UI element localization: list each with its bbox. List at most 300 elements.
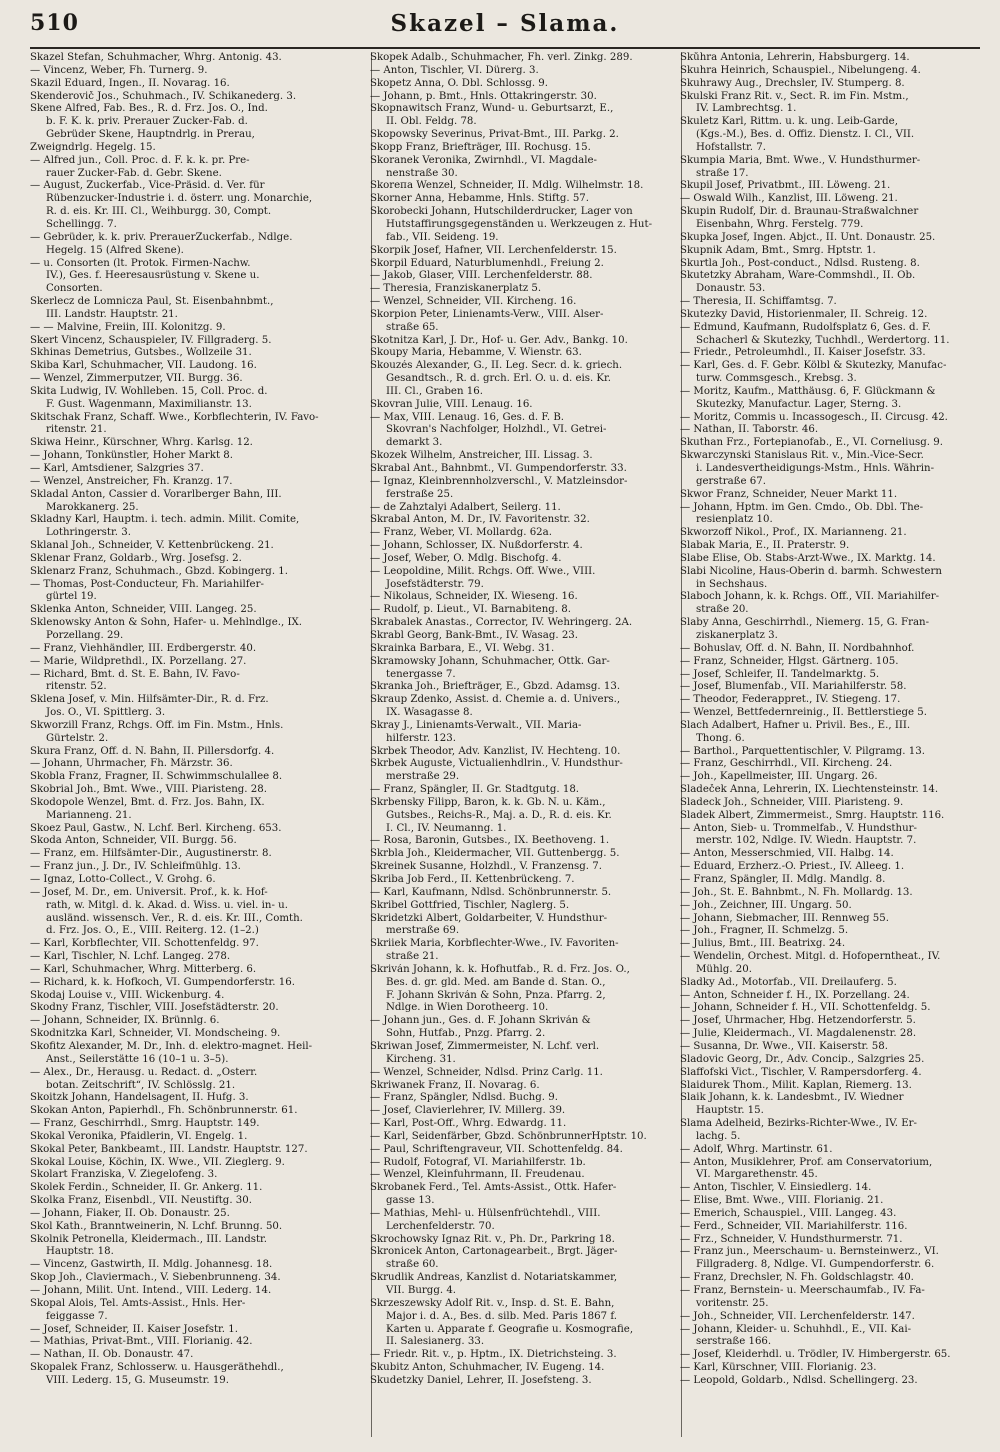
directory-entry: — Karl, Korbflechter, VII. Schottenfeldg. 97. bbox=[30, 938, 259, 950]
directory-entry: ritenstr. 21. bbox=[46, 424, 107, 436]
directory-entry: ritenstr. 52. bbox=[46, 681, 107, 693]
directory-entry: straße 65. bbox=[386, 321, 439, 333]
directory-entry: VII. Burgg. 4. bbox=[386, 1285, 457, 1296]
directory-entry: F. Gust. Wagenmann, Maximilianstr. 13. bbox=[46, 398, 252, 410]
directory-entry: (Kgs.-M.), Bes. d. Offiz. Dienstz. I. Cl., VII. bbox=[696, 129, 915, 141]
directory-entry: Skuhrawy Aug., Drechsler, IV. Stumperg. 8. bbox=[680, 77, 905, 89]
directory-entry: gasse 13. bbox=[386, 1195, 435, 1207]
directory-entry: fab., VII. Seideng. 19. bbox=[386, 231, 499, 243]
directory-entry: — Franz, Bernstein- u. Meerschaumfab., IV. Fa- bbox=[680, 1285, 925, 1296]
directory-entry: Skribel Gottfried, Tischler, Naglerg. 5. bbox=[370, 899, 570, 911]
directory-entry: Skopal Alois, Tel. Amts-Assist., Hnls. Her- bbox=[30, 1297, 246, 1309]
directory-entry: Kircheng. 31. bbox=[386, 1053, 456, 1065]
directory-entry: Skrabalek Anastas., Corrector, IV. Wehringerg. 2A. bbox=[370, 617, 633, 629]
directory-entry: Slama Adelheid, Bezirks-Richter-Wwe., IV. Er- bbox=[680, 1118, 917, 1130]
directory-entry: Skrzeszewsky Adolf Rit. v., Insp. d. St. E. Bahn, bbox=[370, 1297, 615, 1309]
directory-entry: — Frz., Schneider, V. Hundsthurmerstr. 71. bbox=[680, 1233, 903, 1245]
directory-entry: ausländ. wissensch. Ver., R. d. eis. Kr. III., Comth. bbox=[46, 912, 303, 924]
directory-entry: Skubitz Anton, Schuhmacher, IV. Eugeng. 14. bbox=[370, 1362, 605, 1374]
directory-entry: Skokal Peter, Bankbeamt., III. Landstr. Hauptstr. 127. bbox=[30, 1143, 308, 1155]
directory-entry: — Franz jun., J. Dr., IV. Schleifmühlg. 13. bbox=[30, 861, 241, 873]
directory-entry: — Karl, Seidenfärber, Gbzd. SchönbrunnerHptstr. 10. bbox=[370, 1130, 647, 1142]
directory-entry: — Johann, Uhrmacher, Fh. Märzstr. 36. bbox=[30, 758, 233, 770]
directory-entry: Sladeck Joh., Schneider, VIII. Piaristeng. 9. bbox=[680, 796, 904, 808]
directory-entry: IV.), Ges. f. Heeresausrüstung v. Skene u. bbox=[46, 270, 260, 282]
directory-entry: Skworzoff Nikol., Prof., IX. Marianneng. 21. bbox=[680, 527, 907, 539]
directory-entry: Hofstallstr. 7. bbox=[696, 141, 766, 153]
directory-entry: Skopalek Franz, Schlosserw. u. Hausgeräthehdl., bbox=[30, 1362, 284, 1374]
directory-entry: Skene Alfred, Fab. Bes., R. d. Frz. Jos. O., Ind. bbox=[30, 103, 268, 115]
directory-entry: Skop Joh., Claviermach., V. Siebenbrunneng. 34. bbox=[30, 1272, 281, 1284]
directory-entry: Sklenowsky Anton & Sohn, Hafer- u. Mehlndlge., IX. bbox=[30, 617, 302, 629]
directory-entry: — Richard, Bmt. d. St. E. Bahn, IV. Favo- bbox=[30, 668, 240, 680]
directory-entry: Skupnik Adam, Bmt., Smrg. Hptstr. 1. bbox=[680, 244, 876, 256]
directory-entry: Skol Kath., Branntweinerin, N. Lchf. Brunng. 50. bbox=[30, 1220, 283, 1232]
directory-entry: Skudetzky Daniel, Lehrer, II. Josefsteng. 3. bbox=[370, 1374, 592, 1386]
directory-entry: Anst., Seilerstätte 16 (10–1 u. 3–5). bbox=[46, 1053, 229, 1065]
directory-entry: R. d. eis. Kr. III. Cl., Weihburgg. 30, Compt. bbox=[46, 206, 272, 218]
directory-entry: — Mathias, Privat-Bmt., VIII. Florianig. 42. bbox=[30, 1336, 253, 1348]
directory-entry: — Karl, Post-Off., Whrg. Edwardg. 11. bbox=[370, 1118, 567, 1130]
directory-entry: Marianneng. 21. bbox=[46, 809, 132, 821]
directory-entry: Skrudlik Andreas, Kanzlist d. Notariatskammer, bbox=[370, 1272, 618, 1284]
directory-entry: b. F. K. k. priv. Prerauer Zucker-Fab. d. bbox=[46, 116, 248, 128]
directory-entry: straße 21. bbox=[386, 951, 439, 963]
directory-entry: — Joh., St. E. Bahnbmt., N. Fh. Mollardg. 13. bbox=[680, 886, 913, 898]
directory-entry: Skridetzki Albert, Goldarbeiter, V. Hundsthur- bbox=[370, 912, 608, 924]
directory-entry: straße 17. bbox=[696, 167, 749, 179]
directory-entry: — Rudolf, Fotograf, VI. Mariahilferstr. 1b. bbox=[370, 1156, 586, 1168]
directory-entry: — Karl, Schuhmacher, Whrg. Mitterberg. 6. bbox=[30, 963, 257, 975]
directory-entry: Skupka Josef, Ingen. Abjct., II. Unt. Donaustr. 25. bbox=[680, 231, 936, 243]
directory-entry: Skůhra Antonia, Lehrerin, Habsburgerg. 14. bbox=[680, 52, 910, 63]
directory-entry: — Josef, Schneider, II. Kaiser Josefstr. 1. bbox=[30, 1323, 238, 1335]
directory-entry: Skokal Veronika, Pfaidlerin, VI. Engelg. 1. bbox=[30, 1130, 248, 1142]
directory-entry: IX. Wasagasse 8. bbox=[386, 707, 473, 719]
directory-entry: — Susanna, Dr. Wwe., VII. Kaiserstr. 58. bbox=[680, 1040, 888, 1052]
directory-entry: Skrochowsky Ignaz Rit. v., Ph. Dr., Parkring 18. bbox=[370, 1233, 615, 1245]
directory-entry: Thong. 6. bbox=[696, 732, 745, 744]
directory-entry: — Karl, Ges. d. F. Gebr. Kölbl & Skutezky, Manufac- bbox=[680, 360, 947, 372]
directory-entry: VIII. Lederg. 15, G. Museumstr. 19. bbox=[46, 1374, 230, 1386]
directory-entry: — Johann, Schlosser, IX. Nußdorferstr. 4. bbox=[370, 540, 583, 552]
directory-entry: Sklena Josef, v. Min. Hilfsämter-Dir., R. d. Frz. bbox=[30, 694, 269, 706]
directory-entry: — Vincenz, Gastwirth, II. Mdlg. Johannesg. 18. bbox=[30, 1259, 273, 1271]
directory-entry: — Karl, Kürschner, VIII. Florianig. 23. bbox=[680, 1362, 877, 1374]
directory-entry: Josefstädterstr. 79. bbox=[386, 578, 484, 590]
directory-entry: — Karl, Amtsdiener, Salzgries 37. bbox=[30, 463, 204, 474]
directory-entry: — Marie, Wildprethdl., IX. Porzellang. 27. bbox=[30, 655, 247, 667]
directory-entry: — Rosa, Baronin, Gutsbes., IX. Beethoveng. 1. bbox=[370, 835, 610, 847]
directory-entry: Sladky Ad., Motorfab., VII. Dreilauferg. 5. bbox=[680, 976, 897, 988]
directory-entry: — Anton, Sieb- u. Trommelfab., V. Hundsthur- bbox=[680, 822, 917, 834]
directory-entry: — Franz, Drechsler, N. Fh. Goldschlagstr. 40. bbox=[680, 1272, 914, 1284]
directory-entry: Skupin Rudolf, Dir. d. Braunau-Straßwalchner bbox=[680, 206, 919, 218]
directory-entry: Sladovic Georg, Dr., Adv. Concip., Salzgries 25. bbox=[680, 1053, 925, 1065]
directory-entry: — Johann, Kleider- u. Schuhhdl., E., VII. Kai- bbox=[680, 1323, 912, 1335]
directory-entry: Slabe Elise, Ob. Stabs-Arzt-Wwe., IX. Marktg. 14. bbox=[680, 552, 936, 564]
directory-entry: d. Frz. Jos. O., E., VIII. Reiterg. 12. (1–2.) bbox=[46, 925, 259, 937]
directory-entry: — Max, VIII. Lenaug. 16, Ges. d. F. B. bbox=[370, 411, 565, 423]
directory-entry: Skumpia Maria, Bmt. Wwe., V. Hundsthurmer- bbox=[680, 154, 921, 166]
directory-entry: Skramowsky Johann, Schuhmacher, Ottk. Gar- bbox=[370, 655, 610, 667]
directory-entry: gürtel 19. bbox=[46, 591, 97, 603]
directory-entry: Gutsbes., Reichs-R., Maj. a. D., R. d. eis. Kr. bbox=[386, 809, 612, 821]
directory-entry: Skutetzky Abraham, Ware-Commshdl., II. Ob. bbox=[680, 270, 916, 282]
directory-entry: — — Malvine, Freiin, III. Kolonitzg. 9. bbox=[30, 321, 226, 333]
directory-entry: — Barthol., Parquettentischler, V. Pilgramg. 13. bbox=[680, 745, 925, 757]
directory-entry: — de Zahztalyi Adalbert, Seilerg. 11. bbox=[370, 501, 561, 513]
directory-entry: — Ignaz, Kleinbrennholzverschl., V. Matzleinsdor- bbox=[370, 475, 628, 487]
column-2 bbox=[370, 52, 676, 1437]
directory-entry: Skulski Franz Rit. v., Sect. R. im Fin. Mstm., bbox=[680, 90, 909, 102]
directory-entry: Skrbek Auguste, Victualienhdlrin., V. Hundsthur- bbox=[370, 758, 623, 770]
directory-entry: — Johann, Schneider, IX. Brünnlg. 6. bbox=[30, 1015, 220, 1027]
directory-entry: Skrobanek Ferd., Tel. Amts-Assist., Ottk. Hafer- bbox=[370, 1182, 617, 1194]
directory-entry: Karten u. Apparate f. Geografie u. Kosmografie, bbox=[386, 1323, 634, 1335]
directory-entry: Skolek Ferdin., Schneider, II. Gr. Ankerg. 11. bbox=[30, 1182, 263, 1194]
directory-entry: Skopnawitsch Franz, Wund- u. Geburtsarzt, E., bbox=[370, 103, 614, 115]
directory-entry: Skopetz Anna, O. Dbl. Schlossg. 9. bbox=[370, 77, 549, 89]
directory-entry: Skreinek Susanne, Holzhdl., V. Franzensg. 7. bbox=[370, 861, 603, 873]
directory-entry: Hauptstr. 15. bbox=[696, 1105, 764, 1117]
directory-entry: Slaik Johann, k. k. Landesbmt., IV. Wiedner bbox=[680, 1092, 904, 1104]
directory-entry: — Wenzel, Kleinfuhrmann, II. Freudenau. bbox=[370, 1169, 585, 1181]
directory-entry: — Josef, Weber, O. Mdlg. Bischofg. 4. bbox=[370, 552, 562, 564]
column-3 bbox=[680, 52, 980, 1437]
directory-entry: Skerlecz de Lomnicza Paul, St. Eisenbahnbmt., bbox=[30, 296, 274, 308]
directory-entry: Skrabal Anton, M. Dr., IV. Favoritenstr. 32. bbox=[370, 514, 590, 526]
directory-entry: merstraße 29. bbox=[386, 771, 460, 783]
directory-entry: ziskanerplatz 3. bbox=[696, 629, 778, 641]
directory-entry: — Anton, Tischler, VI. Dürerg. 3. bbox=[370, 64, 539, 76]
directory-entry: Rübenzucker-Industrie i. d. österr. ung. Monarchie, bbox=[46, 193, 313, 205]
directory-entry: serstraße 166. bbox=[696, 1336, 772, 1348]
directory-entry: Sklenarz Franz, Schuhmach., Gbzd. Kobingerg. 1. bbox=[30, 565, 289, 577]
directory-entry: — Richard, k. k. Hofkoch, VI. Gumpendorferstr. 16. bbox=[30, 976, 295, 988]
directory-entry: resienplatz 10. bbox=[696, 514, 773, 526]
directory-entry: Skronicek Anton, Cartonagearbeit., Brgt. Jäger- bbox=[370, 1246, 618, 1258]
page-header bbox=[30, 10, 980, 46]
directory-entry: Skazel Stefan, Schuhmacher, Whrg. Antonig. 43. bbox=[30, 52, 282, 63]
directory-entry: Skrabal Ant., Bahnbmt., VI. Gumpendorferstr. 33. bbox=[370, 463, 627, 474]
directory-entry: — Ignaz, Lotto-Collect., V. Grohg. 6. bbox=[30, 874, 216, 885]
directory-entry: — Jakob, Glaser, VIII. Lerchenfelderstr. 88. bbox=[370, 270, 593, 282]
directory-entry: Skurtla Joh., Post-conduct., Ndlsd. Rusteng. 8. bbox=[680, 257, 920, 269]
directory-entry: Skopp Franz, Briefträger, III. Rochusg. 15. bbox=[370, 141, 591, 153]
directory-entry: — Wenzel, Schneider, VII. Kircheng. 16. bbox=[370, 296, 577, 308]
directory-entry: I. Cl., IV. Neumanng. 1. bbox=[386, 822, 507, 834]
directory-entry: — Elise, Bmt. Wwe., VIII. Florianig. 21. bbox=[680, 1195, 884, 1207]
directory-entry: straße 20. bbox=[696, 604, 749, 616]
directory-entry: — Franz, Geschirrhdl., VII. Kircheng. 24. bbox=[680, 758, 893, 770]
directory-entry: — Leopold, Goldarb., Ndlsd. Schellingerg. 23. bbox=[680, 1374, 918, 1386]
directory-entry: — Josef, Schleifer, II. Tandelmarktg. 5. bbox=[680, 668, 880, 680]
directory-entry: — Josef, Uhrmacher, Hbg. Hetzendorferstr. 5. bbox=[680, 1015, 916, 1027]
directory-entry: III. Landstr. Hauptstr. 21. bbox=[46, 308, 178, 320]
directory-entry: Skorpion Peter, Linienamts-Verw., VIII. Alser- bbox=[370, 308, 604, 320]
directory-entry: — Franz, Spängler, II. Gr. Stadtgutg. 18. bbox=[370, 784, 580, 796]
directory-entry: turw. Commsgesch., Krebsg. 3. bbox=[696, 373, 857, 385]
directory-entry: — Johann jun., Ges. d. F. Johann Skriván & bbox=[370, 1015, 591, 1027]
directory-entry: — Wenzel, Bettfedernreinig., II. Bettlerstiege 5. bbox=[680, 707, 927, 719]
directory-entry: Slaboch Johann, k. k. Rchgs. Off., VII. Mariahilfer- bbox=[680, 591, 940, 603]
directory-entry: — Franz, Weber, VI. Mollardg. 62a. bbox=[370, 527, 552, 539]
directory-entry: gerstraße 67. bbox=[696, 475, 766, 487]
directory-entry: Skladny Karl, Hauptm. i. tech. admin. Milit. Comite, bbox=[30, 514, 300, 526]
directory-entry: Hutstaffirungsgegenständen u. Werkzeugen z. Hut- bbox=[386, 218, 653, 230]
directory-entry: Skita Ludwig, IV. Wohlleben. 15, Coll. Proc. d. bbox=[30, 385, 268, 397]
directory-entry: Gürtelstr. 2. bbox=[46, 732, 109, 744]
directory-entry: III. Cl., Graben 16. bbox=[386, 385, 483, 397]
directory-entry: II. Obl. Feldg. 78. bbox=[386, 116, 477, 128]
directory-entry: — Johann, Milit. Unt. Intend., VIII. Lederg. 14. bbox=[30, 1285, 272, 1296]
directory-entry: Skrbek Theodor, Adv. Kanzlist, IV. Hechteng. 10. bbox=[370, 745, 621, 757]
directory-entry: botan. Zeitschrift“, IV. Schlösslg. 21. bbox=[46, 1079, 236, 1091]
directory-entry: Donaustr. 53. bbox=[696, 283, 766, 295]
directory-entry: Skovran Julie, VIII. Lenaug. 16. bbox=[370, 398, 533, 410]
directory-entry: — Leopoldine, Milit. Rchgs. Off. Wwe., VIII. bbox=[370, 565, 596, 577]
directory-entry: — Johann, Tonkünstler, Hoher Markt 8. bbox=[30, 450, 234, 462]
directory-entry: — Wenzel, Zimmerputzer, VII. Burgg. 36. bbox=[30, 373, 243, 385]
directory-entry: Skladal Anton, Cassier d. Vorarlberger Bahn, III. bbox=[30, 488, 282, 500]
directory-entry: Lothringerstr. 3. bbox=[46, 527, 131, 539]
directory-entry: — Anton, Tischler, V. Einsiedlerg. 14. bbox=[680, 1182, 872, 1194]
directory-entry: Skenderovič Jos., Schuhmach., IV. Schikanederg. 3. bbox=[30, 90, 297, 102]
directory-entry: Skodny Franz, Tischler, VIII. Josefstädterstr. 20. bbox=[30, 1002, 279, 1014]
directory-entry: Ndlge. in Wien Dorotheerg. 10. bbox=[386, 1002, 549, 1014]
directory-entry: — Julie, Kleidermach., VI. Magdalenenstr. 28. bbox=[680, 1028, 917, 1040]
directory-entry: Skiba Karl, Schuhmacher, VII. Laudong. 16. bbox=[30, 360, 257, 372]
directory-entry: — Joh., Schneider, VII. Lerchenfelderstr. 147. bbox=[680, 1310, 915, 1322]
directory-entry: — Alex., Dr., Herausg. u. Redact. d. „Österr. bbox=[30, 1066, 258, 1078]
directory-entry: — Wenzel, Anstreicher, Fh. Kranzg. 17. bbox=[30, 475, 233, 487]
directory-entry: Hauptstr. 18. bbox=[46, 1246, 114, 1258]
directory-entry: Gesandtsch., R. d. grch. Erl. O. u. d. eis. Kr. bbox=[386, 373, 612, 385]
directory-entry: Skriwanek Franz, II. Novarag. 6. bbox=[370, 1079, 540, 1091]
directory-entry: Slaffofski Vict., Tischler, V. Rampersdorferg. 4. bbox=[680, 1066, 922, 1078]
directory-entry: — Wenzel, Schneider, Ndlsd. Prinz Carlg. 11. bbox=[370, 1066, 603, 1078]
directory-entry: Fillgraderg. 8, Ndlge. VI. Gumpendorferstr. 6. bbox=[696, 1259, 935, 1271]
directory-entry: — Friedr. Rit. v., p. Hptm., IX. Dietrichsteing. 3. bbox=[370, 1349, 617, 1361]
directory-entry: — Edmund, Kaufmann, Rudolfsplatz 6, Ges. d. F. bbox=[680, 321, 931, 333]
directory-entry: — Franz, em. Hilfsämter-Dir., Augustinerstr. 8. bbox=[30, 848, 272, 860]
directory-entry: Skuletz Karl, Rittm. u. k. ung. Leib-Garde, bbox=[680, 116, 898, 128]
directory-entry: — Johann, Siebmacher, III. Rennweg 55. bbox=[680, 912, 890, 924]
directory-entry: Skhinas Demetrius, Gutsbes., Wollzeile 31. bbox=[30, 347, 252, 359]
directory-entry: Sklenka Anton, Schneider, VIII. Langeg. 25. bbox=[30, 604, 257, 616]
directory-entry: Skrbensky Filipp, Baron, k. k. Gb. N. u. Käm., bbox=[370, 796, 606, 808]
directory-entry: — Theresia, Franziskanerplatz 5. bbox=[370, 283, 542, 295]
directory-entry: — Theodor, Federappret., IV. Stiegeng. 17. bbox=[680, 694, 901, 706]
directory-entry: Skranka Joh., Briefträger, E., Gbzd. Adamsg. 13. bbox=[370, 681, 621, 693]
directory-entry: Skuthan Frz., Fortepianofab., E., VI. Corneliusg. 9. bbox=[680, 437, 943, 449]
directory-entry: Sohn, Hutfab., Pnzg. Pfarrg. 2. bbox=[386, 1028, 546, 1040]
directory-entry: Skuhra Heinrich, Schauspiel., Nibelungeng. 4. bbox=[680, 64, 921, 76]
directory-entry: II. Salesianerg. 33. bbox=[386, 1336, 485, 1348]
directory-entry: Skolart Franziska, V. Ziegelofeng. 3. bbox=[30, 1169, 218, 1181]
directory-entry: — Moritz, Commis u. Incassogesch., II. Circusg. 42. bbox=[680, 411, 948, 423]
directory-entry: Skoreпa Wenzel, Schneider, II. Mdlg. Wilhelmstr. 18. bbox=[370, 180, 644, 192]
directory-entry: Skodnitzka Karl, Schneider, VI. Mondscheing. 9. bbox=[30, 1028, 281, 1040]
directory-entry: VI. Margarethenstr. 45. bbox=[696, 1169, 818, 1181]
directory-entry: Skrabl Georg, Bank-Bmt., IV. Wasag. 23. bbox=[370, 629, 579, 641]
directory-entry: — Johann, p. Bmt., Hnls. Ottakringerstr. 30. bbox=[370, 90, 597, 102]
directory-entry: Slaby Anna, Geschirrhdl., Niemerg. 15, G. Fran- bbox=[680, 617, 930, 629]
directory-entry: Skolka Franz, Eisenbdl., VII. Neustiftg. 30. bbox=[30, 1195, 253, 1207]
directory-entry: — Emerich, Schauspiel., VIII. Langeg. 43. bbox=[680, 1207, 897, 1219]
directory-entry: Hegelg. 15 (Alfred Skene). bbox=[46, 244, 184, 256]
directory-entry: — Franz jun., Meerschaum- u. Bernsteinwerz., VI. bbox=[680, 1246, 939, 1258]
directory-entry: Skotnitza Karl, J. Dr., Hof- u. Ger. Adv., Bankg. 10. bbox=[370, 334, 628, 346]
directory-entry: Skazil Eduard, Ingen., II. Novarag. 16. bbox=[30, 77, 230, 89]
directory-entry: Jos. O., VI. Spittlerg. 3. bbox=[46, 707, 166, 719]
directory-entry: Skriwan Josef, Zimmermeister, N. Lchf. verl. bbox=[370, 1040, 600, 1052]
directory-entry: Skwarczynski Stanislaus Rit. v., Min.-Vice-Secr. bbox=[680, 450, 924, 462]
directory-entry: hilferstr. 123. bbox=[386, 732, 456, 744]
directory-entry: Skiwa Heinr., Kürschner, Whrg. Karlsg. 12. bbox=[30, 437, 253, 449]
directory-entry: demarkt 3. bbox=[386, 437, 443, 449]
directory-entry: — Franz, Schneider, Hlgst. Gärtnerg. 105. bbox=[680, 655, 899, 667]
directory-entry: Skorpil Eduard, Naturblumenhdl., Freiung 2. bbox=[370, 257, 604, 269]
directory-entry: nenstraße 30. bbox=[386, 167, 458, 179]
directory-entry: Skriván Johann, k. k. Hofhutfab., R. d. Frz. Jos. O., bbox=[370, 963, 630, 975]
directory-entry: Skorobecki Johann, Hutschilderdrucker, Lager von bbox=[370, 206, 633, 218]
directory-entry: Marokkanerg. 25. bbox=[46, 501, 139, 513]
directory-entry: Skozek Wilhelm, Anstreicher, III. Lissag. 3. bbox=[370, 450, 593, 462]
directory-entry: Skriba Job Ferd., II. Kettenbrückeng. 7. bbox=[370, 874, 575, 885]
directory-entry: — Oswald Wilh., Kanzlist, III. Löweng. 21. bbox=[680, 193, 898, 205]
directory-entry: Skofitz Alexander, M. Dr., Inh. d. elektro-magnet. Heil- bbox=[30, 1040, 313, 1052]
directory-entry: — Anton, Messerschmied, VII. Halbg. 14. bbox=[680, 848, 894, 860]
directory-entry: Skorpik Josef, Hafner, VII. Lerchenfelderstr. 15. bbox=[370, 244, 617, 256]
directory-entry: rauer Zucker-Fab. d. Gebr. Skene. bbox=[46, 167, 222, 179]
directory-entry: — Anton, Schneider f. H., IX. Porzellang. 24. bbox=[680, 989, 910, 1001]
directory-entry: — Moritz, Kaufm., Matthäusg. 6, F. Glückmann & bbox=[680, 385, 936, 397]
directory-entry: straße 60. bbox=[386, 1259, 439, 1271]
directory-entry: — Thomas, Post-Conducteur, Fh. Mariahilfer- bbox=[30, 578, 264, 590]
directory-entry: merstraße 69. bbox=[386, 925, 460, 937]
directory-entry: — Karl, Kaufmann, Ndlsd. Schönbrunnerstr. 5. bbox=[370, 886, 612, 898]
directory-entry: Skobla Franz, Fragner, II. Schwimmschulallee 8. bbox=[30, 771, 283, 783]
directory-entry: F. Johann Skriván & Sohn, Pnza. Pfarrg. 2, bbox=[386, 989, 606, 1001]
directory-entry: Skray J., Linienamts-Verwalt., VII. Maria- bbox=[370, 719, 582, 731]
directory-entry: — Franz, Spängler, II. Mdlg. Mandlg. 8. bbox=[680, 874, 886, 885]
directory-entry: — Eduard, Erzherz.-O. Priest., IV. Alleeg. 1. bbox=[680, 861, 905, 873]
directory-entry: — Wendelin, Orchest. Mitgl. d. Hofoperntheat., IV. bbox=[680, 951, 941, 963]
directory-entry: lachg. 5. bbox=[696, 1130, 741, 1142]
directory-entry: — u. Consorten (lt. Protok. Firmen-Nachw. bbox=[30, 257, 251, 269]
running-head: Skazel – Slama. bbox=[390, 10, 620, 37]
directory-entry: Schacherl & Skutezky, Tuchhdl., Werdertorg. 11. bbox=[696, 334, 950, 346]
directory-entry: — Johann, Fiaker, II. Ob. Donaustr. 25. bbox=[30, 1207, 230, 1219]
column-1 bbox=[30, 52, 330, 1437]
directory-entry: Skoitzk Johann, Handelsagent, II. Hufg. 3. bbox=[30, 1092, 249, 1104]
directory-entry: Slaidurek Thom., Milit. Kaplan, Riemerg. 13. bbox=[680, 1079, 912, 1091]
directory-entry: tenergasse 7. bbox=[386, 668, 456, 680]
directory-entry: Skobrial Joh., Bmt. Wwe., VIII. Piaristeng. 28. bbox=[30, 784, 267, 796]
directory-entry: Consorten. bbox=[46, 283, 103, 295]
directory-entry: Skura Franz, Off. d. N. Bahn, II. Pillersdorfg. 4. bbox=[30, 745, 275, 757]
directory-entry: IV. Lambrechtsg. 1. bbox=[696, 103, 797, 115]
directory-entry: Skodopole Wenzel, Bmt. d. Frz. Jos. Bahn, IX. bbox=[30, 796, 265, 808]
directory-entry: Slach Adalbert, Hafner u. Privil. Bes., E., III. bbox=[680, 719, 911, 731]
directory-entry: Skupil Josef, Privatbmt., III. Löweng. 21. bbox=[680, 180, 891, 192]
directory-entry: Skrbla Joh., Kleidermacher, VII. Guttenbergg. 5. bbox=[370, 848, 620, 860]
directory-entry: Slabi Nicoline, Haus-Oberin d. barmh. Schwestern bbox=[680, 565, 942, 577]
directory-entry: Mühlg. 20. bbox=[696, 963, 753, 975]
directory-entry: Skoupy Maria, Hebamme, V. Wienstr. 63. bbox=[370, 347, 582, 359]
directory-entry: — Josef, Blumenfab., VII. Mariahilferstr. 58. bbox=[680, 681, 907, 693]
directory-entry: Sklanal Joh., Schneider, V. Kettenbrückeng. 21. bbox=[30, 540, 274, 552]
directory-entry: i. Landesvertheidigungs-Mstm., Hnls. Währin- bbox=[696, 463, 935, 474]
directory-entry: — Johann, Schneider f. H., VII. Schottenfeldg. 5. bbox=[680, 1002, 931, 1014]
directory-entry: Major i. d. A., Bes. d. silb. Med. Paris 1867 f. bbox=[386, 1310, 618, 1322]
directory-entry: Skopowsky Severinus, Privat-Bmt., III. Parkg. 2. bbox=[370, 129, 619, 141]
directory-entry: Skorner Anna, Hebamme, Hnls. Stiftg. 57. bbox=[370, 193, 590, 205]
directory-entry: Skworzill Franz, Rchgs. Off. im Fin. Mstm., Hnls. bbox=[30, 719, 284, 731]
directory-entry: Slabak Maria, E., II. Praterstr. 9. bbox=[680, 540, 850, 552]
directory-entry: — Ferd., Schneider, VII. Mariahilferstr. 116. bbox=[680, 1220, 908, 1232]
directory-entry: Skoranek Veronika, Zwirnhdl., VI. Magdale- bbox=[370, 154, 597, 166]
directory-entry: in Sechshaus. bbox=[696, 578, 768, 590]
directory-entry: — Joh., Fragner, II. Schmelzg. 5. bbox=[680, 925, 849, 937]
directory-entry: Skert Vincenz, Schauspieler, IV. Fillgraderg. 5. bbox=[30, 334, 272, 346]
directory-entry: Skodaj Louise v., VIII. Wickenburg. 4. bbox=[30, 989, 225, 1001]
directory-entry: — Joh., Zeichner, III. Ungarg. 50. bbox=[680, 899, 852, 911]
directory-entry: — Anton, Musiklehrer, Prof. am Conservatorium, bbox=[680, 1156, 933, 1168]
directory-entry: — Alfred jun., Coll. Proc. d. F. k. k. pr. Pre- bbox=[30, 154, 250, 166]
directory-entry: Skolnik Petronella, Kleidermach., III. Landstr. bbox=[30, 1233, 268, 1245]
directory-entry: Skraup Zdenko, Assist. d. Chemie a. d. Univers., bbox=[370, 694, 621, 706]
directory-entry: — Nathan, II. Taborstr. 46. bbox=[680, 424, 819, 436]
directory-entry: Skwor Franz, Schneider, Neuer Markt 11. bbox=[680, 488, 898, 500]
directory-entry: voritenstr. 25. bbox=[696, 1297, 769, 1309]
page-number: 510 bbox=[30, 10, 79, 36]
directory-entry: Skovran's Nachfolger, Holzhdl., VI. Getrei- bbox=[386, 424, 607, 436]
directory-entry: — Josef, Clavierlehrer, IV. Millerg. 39. bbox=[370, 1105, 566, 1117]
directory-entry: ferstraße 25. bbox=[386, 488, 454, 500]
directory-entry: Skokan Anton, Papierhdl., Fh. Schönbrunnerstr. 61. bbox=[30, 1105, 298, 1117]
directory-entry: — Paul, Schriftengraveur, VII. Schottenfeldg. 84. bbox=[370, 1143, 623, 1155]
directory-entry: — Friedr., Petroleumhdl., II. Kaiser Josefstr. 33. bbox=[680, 347, 926, 359]
directory-entry: — Josef, M. Dr., em. Universit. Prof., k. k. Hof- bbox=[30, 886, 268, 898]
directory-entry: rath, w. Mitgl. d. k. Akad. d. Wiss. u. viel. in- u. bbox=[46, 899, 288, 911]
directory-entry: Skriiek Maria, Korbflechter-Wwe., IV. Favoriten- bbox=[370, 938, 619, 950]
directory-entry: — Nikolaus, Schneider, IX. Wieseng. 16. bbox=[370, 591, 578, 603]
directory-entry: merstr. 102, Ndlge. IV. Wiedn. Hauptstr. 7. bbox=[696, 835, 917, 847]
directory-entry: Eisenbahn, Whrg. Ferstelg. 779. bbox=[696, 218, 864, 230]
directory-entry: Lerchenfelderstr. 70. bbox=[386, 1220, 495, 1232]
directory-entry: — Bohuslav, Off. d. N. Bahn, II. Nordbahnhof. bbox=[680, 642, 915, 654]
directory-entry: Skokal Louise, Köchin, IX. Wwe., VII. Zieglerg. 9. bbox=[30, 1156, 285, 1168]
directory-entry: Bes. d. gr. gld. Med. am Bande d. Stan. O., bbox=[386, 976, 606, 988]
directory-entry: — Vincenz, Weber, Fh. Turnerg. 9. bbox=[30, 64, 208, 76]
directory-entry: — Josef, Kleiderhdl. u. Trödler, IV. Himbergerstr. 65. bbox=[680, 1349, 951, 1361]
directory-entry: Skitschak Franz, Schaff. Wwe., Korbflechterin, IV. Favo- bbox=[30, 411, 319, 423]
directory-entry: — Theresia, II. Schiffamtsg. 7. bbox=[680, 296, 837, 308]
directory-entry: — Mathias, Mehl- u. Hülsenfrüchtehdl., VIII. bbox=[370, 1207, 601, 1219]
directory-entry: Sladek Albert, Zimmermeist., Smrg. Hauptstr. 116. bbox=[680, 809, 945, 821]
directory-entry: — Franz, Spängler, Ndlsd. Buchg. 9. bbox=[370, 1092, 558, 1104]
header-rule bbox=[30, 47, 980, 49]
directory-entry: Zweigndrlg. Hegelg. 15. bbox=[30, 141, 156, 153]
directory-entry: Skopek Adalb., Schuhmacher, Fh. verl. Zinkg. 289. bbox=[370, 52, 633, 63]
directory-entry: Skutezky, Manufactur. Lager, Sterng. 3. bbox=[696, 398, 902, 410]
directory-entry: — Gebrüder, k. k. priv. PrerauerZuckerfab., Ndlge. bbox=[30, 231, 293, 243]
directory-entry: Schellingg. 7. bbox=[46, 218, 117, 230]
directory-entry: Sladeček Anna, Lehrerin, IX. Liechtensteinstr. 14. bbox=[680, 784, 939, 796]
